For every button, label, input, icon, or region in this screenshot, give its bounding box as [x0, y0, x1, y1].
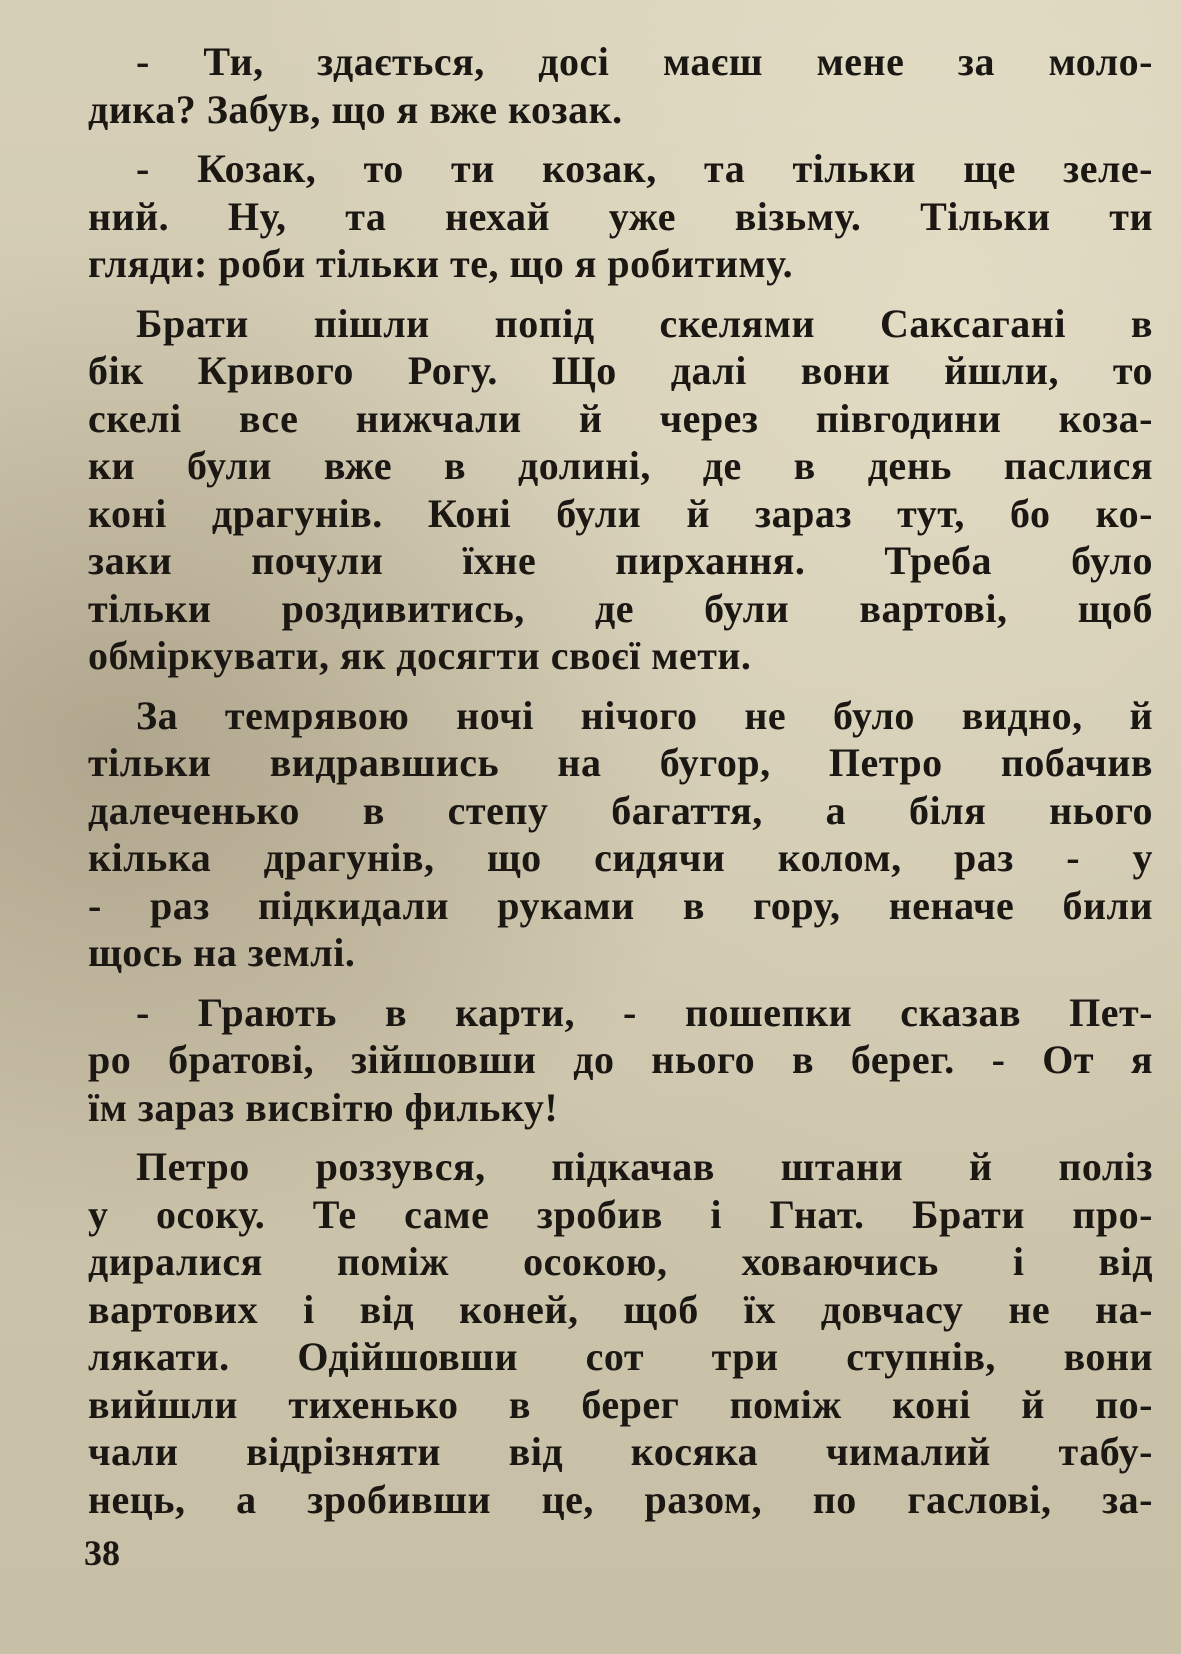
text-line: ро братові, зійшовши до нього в берег. - От я	[88, 1037, 1153, 1082]
paragraph	[88, 692, 1153, 977]
text-line: - Ти, здається, досі маєш мене за моло-	[136, 39, 1153, 84]
text-line: чали відрізняти від косяка чималий табу-	[88, 1429, 1153, 1474]
text-line: щось на землі.	[88, 930, 356, 975]
text-line: - Козак, то ти козак, та тільки ще зеле-	[136, 146, 1153, 191]
text-line: - раз підкидали руками в гору, неначе били	[88, 882, 1153, 928]
paragraph	[88, 989, 1153, 1132]
text-line: - Грають в карти, - пошепки сказав Пет-	[136, 989, 1153, 1035]
text-line: тільки роздивитись, де були вартові, щоб	[88, 585, 1153, 631]
text-line: вийшли тихенько в берег поміж коні й по-	[88, 1381, 1153, 1427]
paragraph	[88, 300, 1153, 680]
text-line: кілька драгунів, що сидячи колом, раз - у	[88, 835, 1153, 880]
text-line: обміркувати, як досягти своєї мети.	[88, 633, 752, 678]
text-line: гляди: роби тільки те, що я робитиму.	[88, 241, 794, 286]
text-line: коні драгунів. Коні були й зараз тут, бо ко-	[88, 490, 1153, 536]
paragraph	[88, 145, 1153, 288]
text-line: нець, а зробивши це, разом, по гаслові, за-	[88, 1476, 1153, 1522]
text-line: у осоку. Те саме зробив і Гнат. Брати про-	[88, 1191, 1153, 1237]
text-line: диралися поміж осокою, ховаючись і від	[88, 1239, 1153, 1284]
text-line: бік Кривого Рогу. Що далі вони йшли, то	[88, 348, 1153, 393]
text-line: скелі все нижчали й через півгодини коза-	[88, 395, 1153, 441]
paragraph	[88, 38, 1153, 133]
text-line: їм зараз висвітю фильку!	[88, 1084, 559, 1130]
text-line: Брати пішли попід скелями Саксагані в	[136, 300, 1153, 346]
paragraph	[88, 1143, 1153, 1523]
text-line: вартових і від коней, щоб їх довчасу не на-	[88, 1286, 1153, 1332]
text-line: ки були вже в долині, де в день паслися	[88, 443, 1153, 488]
page-number: 38	[84, 1533, 120, 1573]
page-text	[88, 38, 1153, 1523]
text-line: Петро роззувся, підкачав штани й поліз	[136, 1144, 1153, 1189]
text-line: лякати. Одійшовши сот три ступнів, вони	[88, 1334, 1153, 1379]
text-line: далеченько в степу багаття, а біля нього	[88, 787, 1153, 833]
text-line: За темрявою ночі нічого не було видно, й	[136, 692, 1153, 738]
text-line: заки почули їхне пирхання. Треба було	[88, 538, 1153, 583]
text-line: тільки видравшись на бугор, Петро побачив	[88, 740, 1153, 785]
text-line: дика? Забув, що я вже козак.	[88, 86, 623, 132]
text-line: ний. Ну, та нехай уже візьму. Тільки ти	[88, 193, 1153, 239]
